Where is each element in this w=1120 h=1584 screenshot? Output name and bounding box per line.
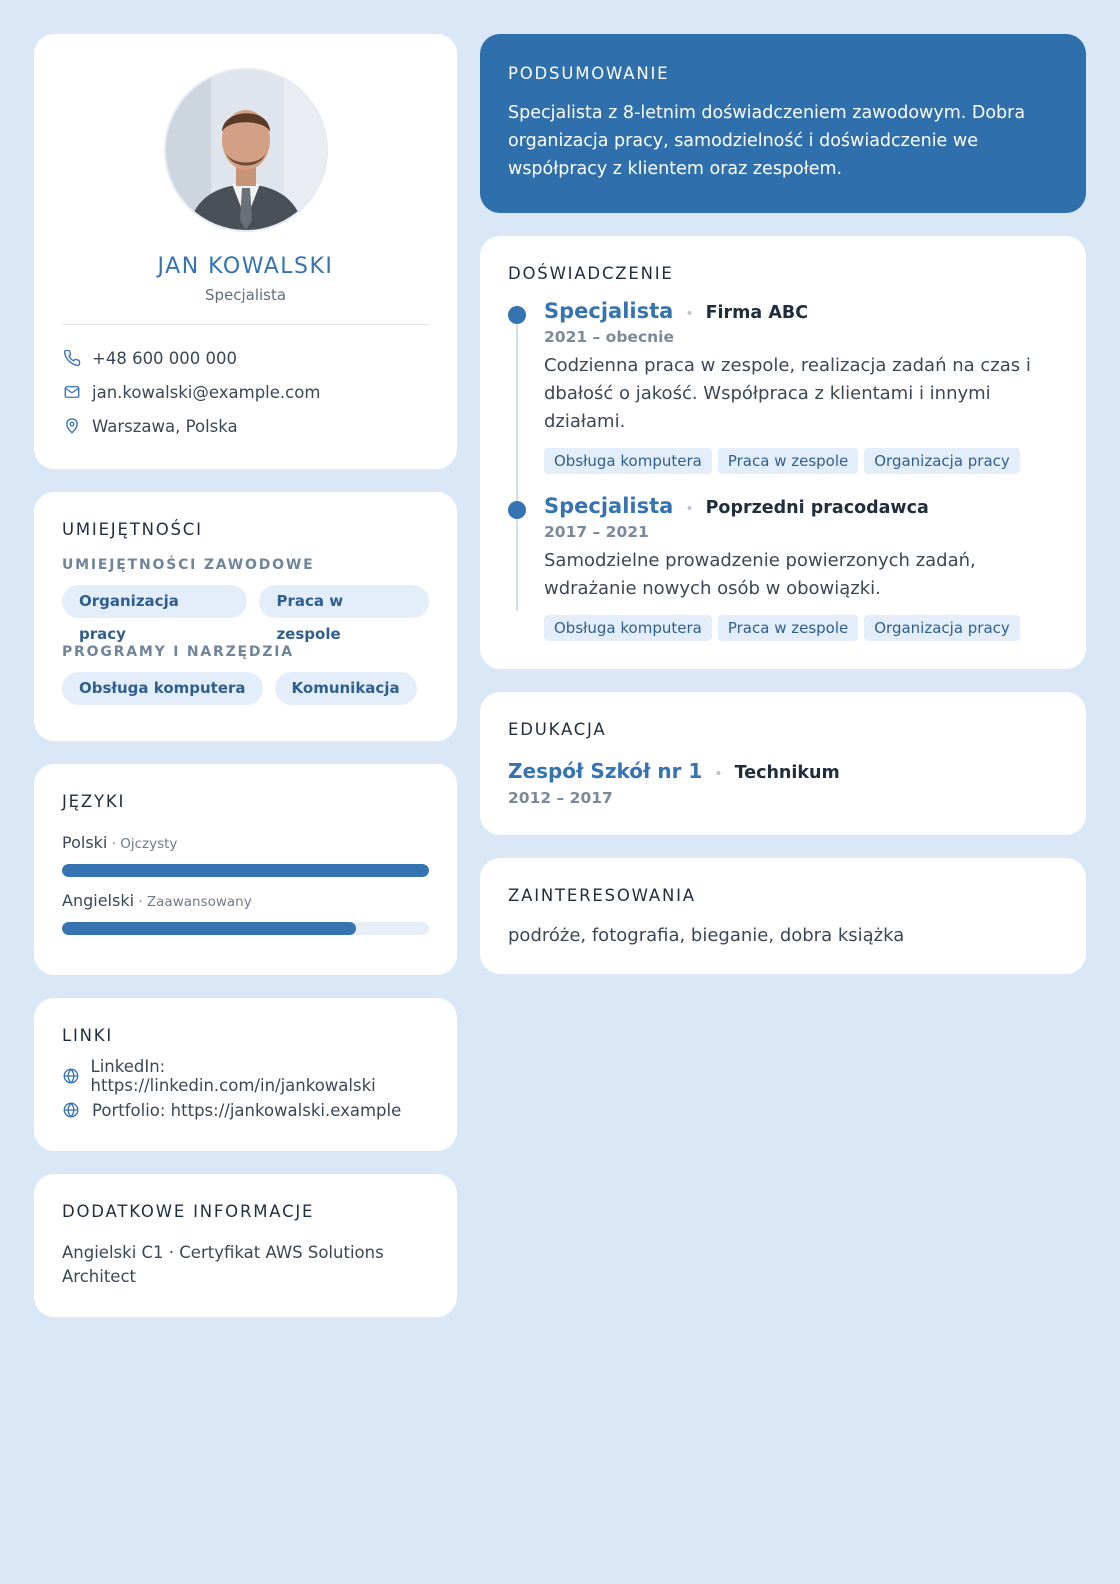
job-entry [508, 494, 1058, 641]
interests-card [480, 858, 1086, 974]
separator: • [685, 306, 694, 322]
link-text: Portfolio: https://jankowalski.example [92, 1100, 402, 1120]
language-bar [62, 922, 429, 935]
summary-text: Specjalista z 8-letnim doświadczeniem zawodowym. Dobra organizacja pracy, samodzielność i doświadczenie we współpracy z klientem oraz zespołem. [508, 103, 1026, 179]
professional-skills [62, 585, 429, 643]
language-item: Polski · Ojczysty [62, 833, 429, 877]
candidate-name: JAN KOWALSKI [157, 254, 334, 279]
tools-skills [62, 672, 429, 705]
job-title: Specjalista [544, 494, 674, 518]
language-bar-fill [62, 922, 356, 935]
language-bar [62, 864, 429, 877]
separator: • [685, 501, 694, 517]
job-description: Codzienna praca w zespole, realizacja zadań na czas i dbałość o jakość. Współpraca z klientami i innymi działami. [544, 355, 1031, 432]
location-text: Warszawa, Polska [92, 416, 238, 436]
education-school: Zespół Szkół nr 1 [508, 759, 703, 783]
job-entry [508, 299, 1058, 474]
job-tag: Organizacja pracy [864, 448, 1020, 474]
education-title: EDUKACJA [508, 720, 607, 739]
language-name: Angielski [62, 891, 135, 910]
timeline-dot [508, 306, 526, 324]
extra-info-card [34, 1174, 457, 1317]
job-tag: Organizacja pracy [864, 615, 1020, 641]
professional-skills-title: UMIEJĘTNOŚCI ZAWODOWE [62, 557, 315, 573]
job-tag: Praca w zespole [718, 615, 858, 641]
language-item: Angielski · Zaawansowany [62, 891, 429, 935]
skill-pill: Organizacja pracy [62, 585, 247, 618]
language-name: Polski [62, 833, 108, 852]
mail-icon [62, 382, 82, 402]
link-linkedin[interactable] [62, 1059, 429, 1093]
languages-card [34, 764, 457, 975]
tools-title: PROGRAMY I NARZĘDZIA [62, 644, 294, 660]
phone-icon [62, 348, 82, 368]
education-dates: 2012 – 2017 [508, 789, 613, 807]
job-dates: 2021 – obecnie [544, 328, 674, 346]
job-company: Firma ABC [705, 303, 809, 323]
timeline-dot [508, 501, 526, 519]
contact-list [62, 341, 429, 443]
profile-card [34, 34, 457, 469]
skill-pill: Komunikacja [275, 672, 417, 705]
experience-title: DOŚWIADCZENIE [508, 264, 674, 283]
links-card [34, 998, 457, 1151]
job-tags [544, 448, 1058, 474]
skill-pill: Obsługa komputera [62, 672, 263, 705]
left-column [34, 34, 457, 1340]
summary-card [480, 34, 1086, 213]
links-title: LINKI [62, 1026, 114, 1045]
contact-phone[interactable] [62, 341, 429, 375]
languages-title: JĘZYKI [62, 792, 126, 811]
job-description: Samodzielne prowadzenie powierzonych zadań, wdrażanie nowych osób w obowiązki. [544, 550, 976, 599]
divider [62, 324, 429, 325]
interests-title: ZAINTERESOWANIA [508, 886, 696, 905]
extra-info-title: DODATKOWE INFORMACJE [62, 1202, 315, 1221]
interests-text: podróże, fotografia, bieganie, dobra książka [508, 925, 905, 946]
education-card [480, 692, 1086, 835]
skill-pill: Praca w zespole [259, 585, 429, 618]
summary-title: PODSUMOWANIE [508, 64, 670, 83]
contact-location [62, 409, 429, 443]
globe-icon [62, 1101, 82, 1119]
globe-icon [62, 1067, 81, 1085]
job-tag: Obsługa komputera [544, 615, 712, 641]
skills-title: UMIEJĘTNOŚCI [62, 520, 203, 539]
link-text: LinkedIn: https://linkedin.com/in/jankowalski [90, 1057, 376, 1095]
right-column [480, 34, 1086, 997]
job-title: Specjalista [544, 299, 674, 323]
job-tags [544, 615, 1058, 641]
job-tag: Praca w zespole [718, 448, 858, 474]
language-level: Zaawansowany [146, 894, 252, 910]
skills-card [34, 492, 457, 741]
separator: • [714, 766, 723, 782]
experience-timeline [508, 299, 1058, 641]
link-portfolio[interactable] [62, 1093, 429, 1127]
education-type: Technikum [734, 763, 840, 783]
email-text: jan.kowalski@example.com [92, 382, 321, 402]
phone-text: +48 600 000 000 [92, 348, 238, 368]
language-level: Ojczysty [120, 836, 178, 852]
extra-info-text: Angielski C1 · Certyfikat AWS Solutions Architect [62, 1243, 384, 1286]
map-pin-icon [62, 416, 82, 436]
job-dates: 2017 – 2021 [544, 523, 649, 541]
job-tag: Obsługa komputera [544, 448, 712, 474]
contact-email[interactable] [62, 375, 429, 409]
job-company: Poprzedni pracodawca [705, 498, 929, 518]
candidate-role: Specjalista [204, 286, 287, 304]
avatar [164, 68, 328, 232]
language-bar-fill [62, 864, 429, 877]
experience-card [480, 236, 1086, 669]
